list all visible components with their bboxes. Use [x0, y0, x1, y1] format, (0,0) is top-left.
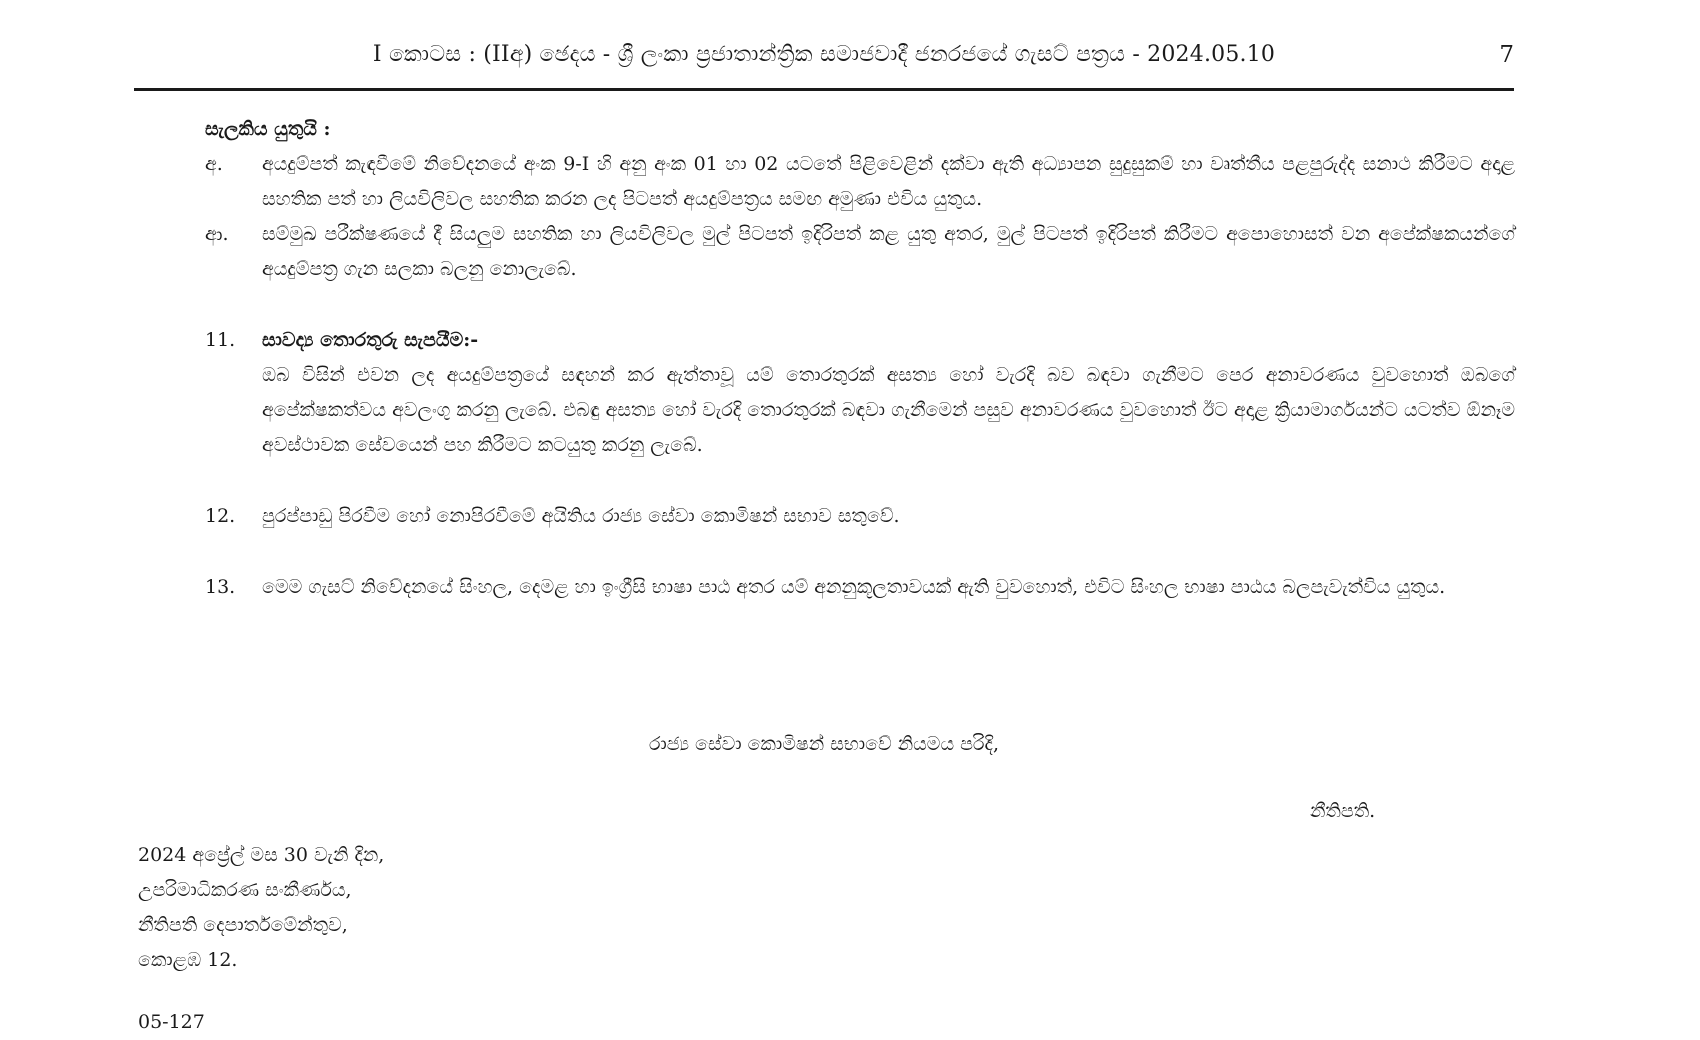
note-item-marker: ආ.	[205, 223, 229, 245]
spacer	[205, 534, 1515, 570]
note-item-marker: අ.	[205, 153, 223, 175]
header-title: I කොටස : (IIඅ) ඡෙදය - ශ්‍රී ලංකා ප්‍රජාතාන්ත්‍රික සමාජවාදී ජනරජයේ ගැසට් පත්‍රය - 2024.05.10	[372, 42, 1276, 67]
page-number: 7	[1499, 42, 1514, 68]
page-header	[134, 38, 1514, 82]
signoff-line: රාජ්‍ය සේවා කොමිෂන් සභාවේ නියමය පරිදි,	[648, 733, 999, 755]
section-number: 13.	[205, 576, 236, 598]
spacer	[205, 287, 1515, 323]
section-heading: සාවද්‍ය තොරතුරු සැපයීම:-	[262, 329, 479, 351]
section-13	[205, 570, 1515, 605]
spacer	[205, 463, 1515, 499]
note-item-text: සම්මුඛ පරීක්ෂණයේ දී සියලුම සහතික හා ලියවිලිවල මුල් පිටපත් ඉදිරිපත් කළ යුතු අතර, මුල් පිටපත් ඉදිරිපත් කිරීමට අපොහොසත් වන අපේක්ෂකයන්ගේ අයදුම්පත්‍ර ගැන සලකා බලනු නොලැබේ.	[262, 223, 1515, 280]
address-line: 2024 අප්‍රේල් මස 30 වැනි දින,	[138, 844, 385, 866]
section-number: 12.	[205, 505, 236, 527]
section-number: 11.	[205, 329, 236, 351]
section-11	[205, 323, 1515, 463]
note-item	[205, 147, 1515, 217]
document-body	[205, 112, 1515, 605]
reference-number: 05-127	[138, 1011, 205, 1033]
header-divider	[134, 88, 1514, 91]
address-line: නීතිපති දෙපාර්තමේන්තුව,	[138, 914, 348, 936]
note-heading: සැලකිය යුතුයි :	[205, 118, 331, 140]
address-line: කොළඹ 12.	[138, 949, 238, 971]
note-item	[205, 217, 1515, 287]
section-12	[205, 499, 1515, 534]
address-line: උපරිමාධිකරණ සංකීර්ණය,	[138, 879, 352, 901]
signer-title: නීතිපති.	[1310, 800, 1376, 822]
address-block	[138, 838, 384, 978]
section-text: ඔබ විසින් එවන ලද අයදුම්පත්‍රයේ සඳහන් කර ඇත්තාවූ යම් තොරතුරක් අසත්‍ය හෝ වැරදි බව බඳවා ගැනීමට පෙර අනාවරණය වුවහොත් ඔබගේ අපේක්ෂකත්වය අවලංගු කරනු ලැබේ. එබඳු අසත්‍ය හෝ වැරදි තොරතුරක් බඳවා ගැනීමෙන් පසුව අනාවරණය වුවහොත් ඊට අදාළ ක්‍රියාමාර්ගයන්ට යටත්ව ඕනෑම අවස්ථාවක සේවයෙන් පහ කිරීමට කටයුතු කරනු ලැබේ.	[262, 364, 1515, 456]
section-text: පුරප්පාඩු පිරවීම හෝ නොපිරවීමේ අයිතිය රාජ්‍ය සේවා කොමිෂන් සභාව සතුවේ.	[262, 505, 900, 527]
section-text: මෙම ගැසට් නිවේදනයේ සිංහල, දෙමළ හා ඉංග්‍රීසි භාෂා පාඨ අතර යම් අනනුකූලතාවයක් ඇති වුවහොත්, එවිට සිංහල භාෂා පාඨය බලපැවැත්විය යුතුය.	[262, 576, 1446, 598]
note-item-text: අයදුම්පත් කැඳවීමේ නිවේදනයේ අංක 9-I හි අනු අංක 01 හා 02 යටතේ පිළිවෙළින් දක්වා ඇති අධ්‍යාපන සුදුසුකම් හා වෘත්තීය පළපුරුද්ද සනාථ කිරීමට අදාළ සහතික පත් හා ලියවිලිවල සහතික කරන ලද පිටපත් අයදුම්පත්‍රය සමඟ අමුණා එවිය යුතුය.	[262, 153, 1515, 210]
